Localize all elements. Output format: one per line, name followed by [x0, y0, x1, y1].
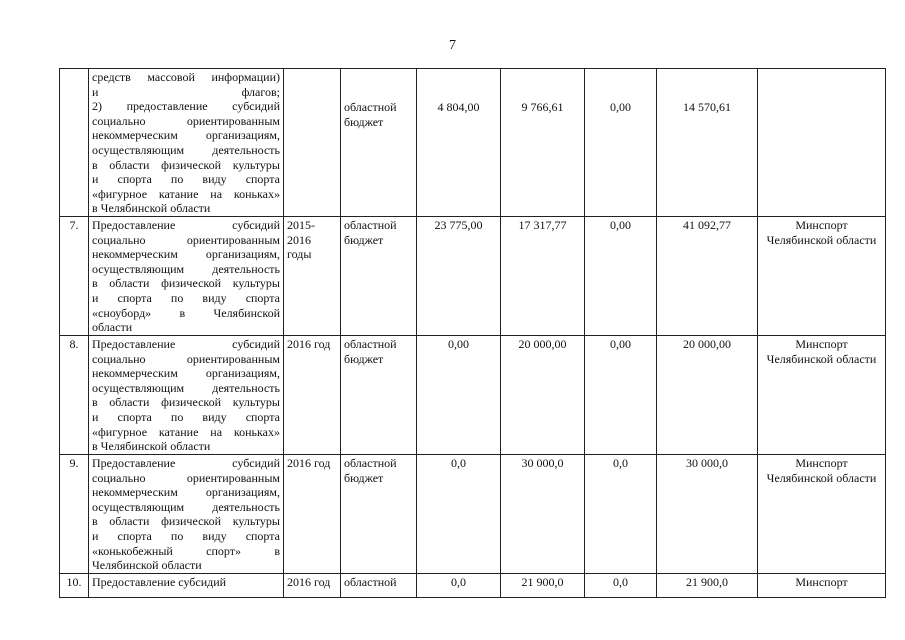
amount-2017-cell-value: 0,00	[610, 100, 631, 114]
period-line: 2016	[287, 232, 311, 247]
period-cell	[284, 454, 341, 573]
amount-2015-cell-value: 0,00	[448, 336, 469, 351]
table-body	[60, 69, 886, 598]
amount-2017-cell	[585, 573, 657, 597]
responsible-cell	[758, 69, 886, 217]
period-line: 2016 год	[287, 336, 331, 351]
amount-total-cell	[657, 573, 758, 597]
description-line: «фигурное катание на коньках»	[92, 186, 280, 201]
row-index-cell-value: 9.	[69, 455, 79, 470]
description-line: области	[92, 320, 133, 335]
description-line: осуществляющим деятельность	[92, 261, 280, 276]
description-line: и спорта по виду спорта	[92, 172, 280, 187]
description-line: Предоставление субсидий	[92, 336, 280, 351]
table-row	[60, 454, 886, 573]
period-line: 2015-	[287, 217, 315, 232]
description-line: социально ориентированным	[92, 113, 280, 128]
description-line: некоммерческим организациям,	[92, 366, 280, 381]
amount-2016-cell-value: 30 000,0	[521, 455, 564, 470]
description-line: в области физической культуры	[92, 395, 280, 410]
amount-total-cell	[657, 69, 758, 217]
period-cell	[284, 335, 341, 454]
source-line: областной	[344, 217, 397, 232]
amount-2015-cell-value: 0,0	[451, 455, 466, 470]
description-line: осуществляющим деятельность	[92, 380, 280, 395]
row-index-cell	[60, 573, 89, 597]
amount-2016-cell	[501, 573, 585, 597]
amount-2015-cell	[417, 573, 501, 597]
amount-2015-cell-value: 23 775,00	[434, 217, 483, 232]
description-line: Челябинской области	[92, 558, 202, 573]
responsible-line: Минспорт	[795, 217, 848, 232]
description-line: некоммерческим организациям,	[92, 128, 280, 143]
amount-2016-cell	[501, 216, 585, 335]
description-line: и флагов;	[92, 84, 280, 99]
description-line: и спорта по виду спорта	[92, 290, 280, 305]
description-line: Предоставление субсидий	[92, 217, 280, 232]
description-line: осуществляющим деятельность	[92, 142, 280, 157]
funding-source-cell	[341, 216, 417, 335]
row-index-cell	[60, 216, 89, 335]
description-line: и спорта по виду спорта	[92, 528, 280, 543]
row-index-cell-value: 8.	[69, 336, 79, 351]
description-cell	[89, 216, 284, 335]
source-line: областной	[344, 455, 397, 470]
table-row	[60, 69, 886, 217]
amount-total-cell-value: 20 000,00	[683, 336, 731, 351]
row-index-cell-value: 7.	[69, 217, 79, 232]
amount-2016-cell-value: 17 317,77	[518, 217, 567, 232]
amount-total-cell-value: 14 570,61	[683, 100, 731, 114]
description-line: «сноуборд» в Челябинской	[92, 305, 280, 320]
responsible-line: Челябинской области	[766, 351, 877, 366]
amount-2015-cell	[417, 216, 501, 335]
amount-total-cell	[657, 216, 758, 335]
description-cell	[89, 69, 284, 217]
description-line: социально ориентированным	[92, 351, 280, 366]
amount-2016-cell-value: 9 766,61	[521, 100, 564, 114]
source-line: областной	[344, 574, 397, 589]
description-line: в Челябинской области	[92, 439, 211, 454]
budget-table	[59, 68, 886, 598]
description-line: некоммерческим организациям,	[92, 247, 280, 262]
funding-source-cell	[341, 454, 417, 573]
source-line: областной	[344, 336, 397, 351]
responsible-line: Минспорт	[795, 574, 848, 589]
description-line: «конькобежный спорт» в	[92, 543, 280, 558]
responsible-cell	[758, 454, 886, 573]
responsible-cell	[758, 216, 886, 335]
responsible-line: Челябинской области	[766, 470, 877, 485]
period-line: 2016 год	[287, 574, 331, 589]
description-line: осуществляющим деятельность	[92, 499, 280, 514]
description-line: «фигурное катание на коньках»	[92, 424, 280, 439]
page-number: 7	[449, 38, 456, 53]
description-line: некоммерческим организациям,	[92, 485, 280, 500]
description-line: средств массовой информации)	[92, 70, 280, 84]
row-index-cell	[60, 69, 89, 217]
description-line: социально ориентированным	[92, 232, 280, 247]
amount-2015-cell	[417, 454, 501, 573]
description-line: в области физической культуры	[92, 276, 280, 291]
source-line: бюджет	[344, 232, 384, 247]
amount-total-cell-value: 30 000,0	[686, 455, 728, 470]
description-line: в Челябинской области	[92, 201, 211, 216]
amount-2017-cell-value: 0,00	[610, 336, 631, 351]
period-cell	[284, 573, 341, 597]
amount-2015-cell-value: 0,0	[451, 574, 466, 589]
description-line: Предоставление субсидий	[92, 574, 227, 589]
period-line: 2016 год	[287, 455, 331, 470]
amount-2016-cell-value: 20 000,00	[518, 336, 567, 351]
period-line: годы	[287, 247, 312, 262]
amount-2016-cell-value: 21 900,0	[521, 574, 564, 589]
source-line: бюджет	[344, 351, 384, 366]
amount-2015-cell	[417, 69, 501, 217]
table-row	[60, 216, 886, 335]
description-cell	[89, 335, 284, 454]
amount-2015-cell	[417, 335, 501, 454]
amount-2017-cell-value: 0,0	[613, 455, 628, 470]
amount-2017-cell	[585, 216, 657, 335]
amount-2017-cell	[585, 335, 657, 454]
responsible-cell	[758, 335, 886, 454]
funding-source-cell	[341, 69, 417, 217]
amount-2015-cell-value: 4 804,00	[437, 100, 480, 114]
description-cell	[89, 454, 284, 573]
row-index-cell	[60, 335, 89, 454]
table-row	[60, 335, 886, 454]
row-index-cell	[60, 454, 89, 573]
amount-total-cell-value: 21 900,0	[686, 574, 728, 589]
amount-total-cell	[657, 454, 758, 573]
responsible-cell	[758, 573, 886, 597]
source-line: областной	[344, 100, 397, 114]
source-line: бюджет	[344, 114, 384, 129]
description-line: в области физической культуры	[92, 514, 280, 529]
amount-total-cell-value: 41 092,77	[683, 217, 731, 232]
period-cell	[284, 69, 341, 217]
amount-2017-cell	[585, 69, 657, 217]
amount-2016-cell	[501, 454, 585, 573]
amount-2016-cell	[501, 69, 585, 217]
description-line: и спорта по виду спорта	[92, 409, 280, 424]
responsible-line: Минспорт	[795, 455, 848, 470]
description-cell	[89, 573, 284, 597]
description-line: в области физической культуры	[92, 157, 280, 172]
period-cell	[284, 216, 341, 335]
source-line: бюджет	[344, 470, 384, 485]
responsible-line: Минспорт	[795, 336, 848, 351]
amount-2016-cell	[501, 335, 585, 454]
description-line: Предоставление субсидий	[92, 455, 280, 470]
funding-source-cell	[341, 335, 417, 454]
amount-total-cell	[657, 335, 758, 454]
responsible-line: Челябинской области	[766, 232, 877, 247]
amount-2017-cell-value: 0,0	[613, 574, 628, 589]
row-index-cell-value: 10.	[66, 574, 82, 589]
funding-source-cell	[341, 573, 417, 597]
description-line: социально ориентированным	[92, 470, 280, 485]
table-row	[60, 573, 886, 597]
description-line: 2) предоставление субсидий	[92, 99, 280, 114]
amount-2017-cell	[585, 454, 657, 573]
amount-2017-cell-value: 0,00	[610, 217, 631, 232]
